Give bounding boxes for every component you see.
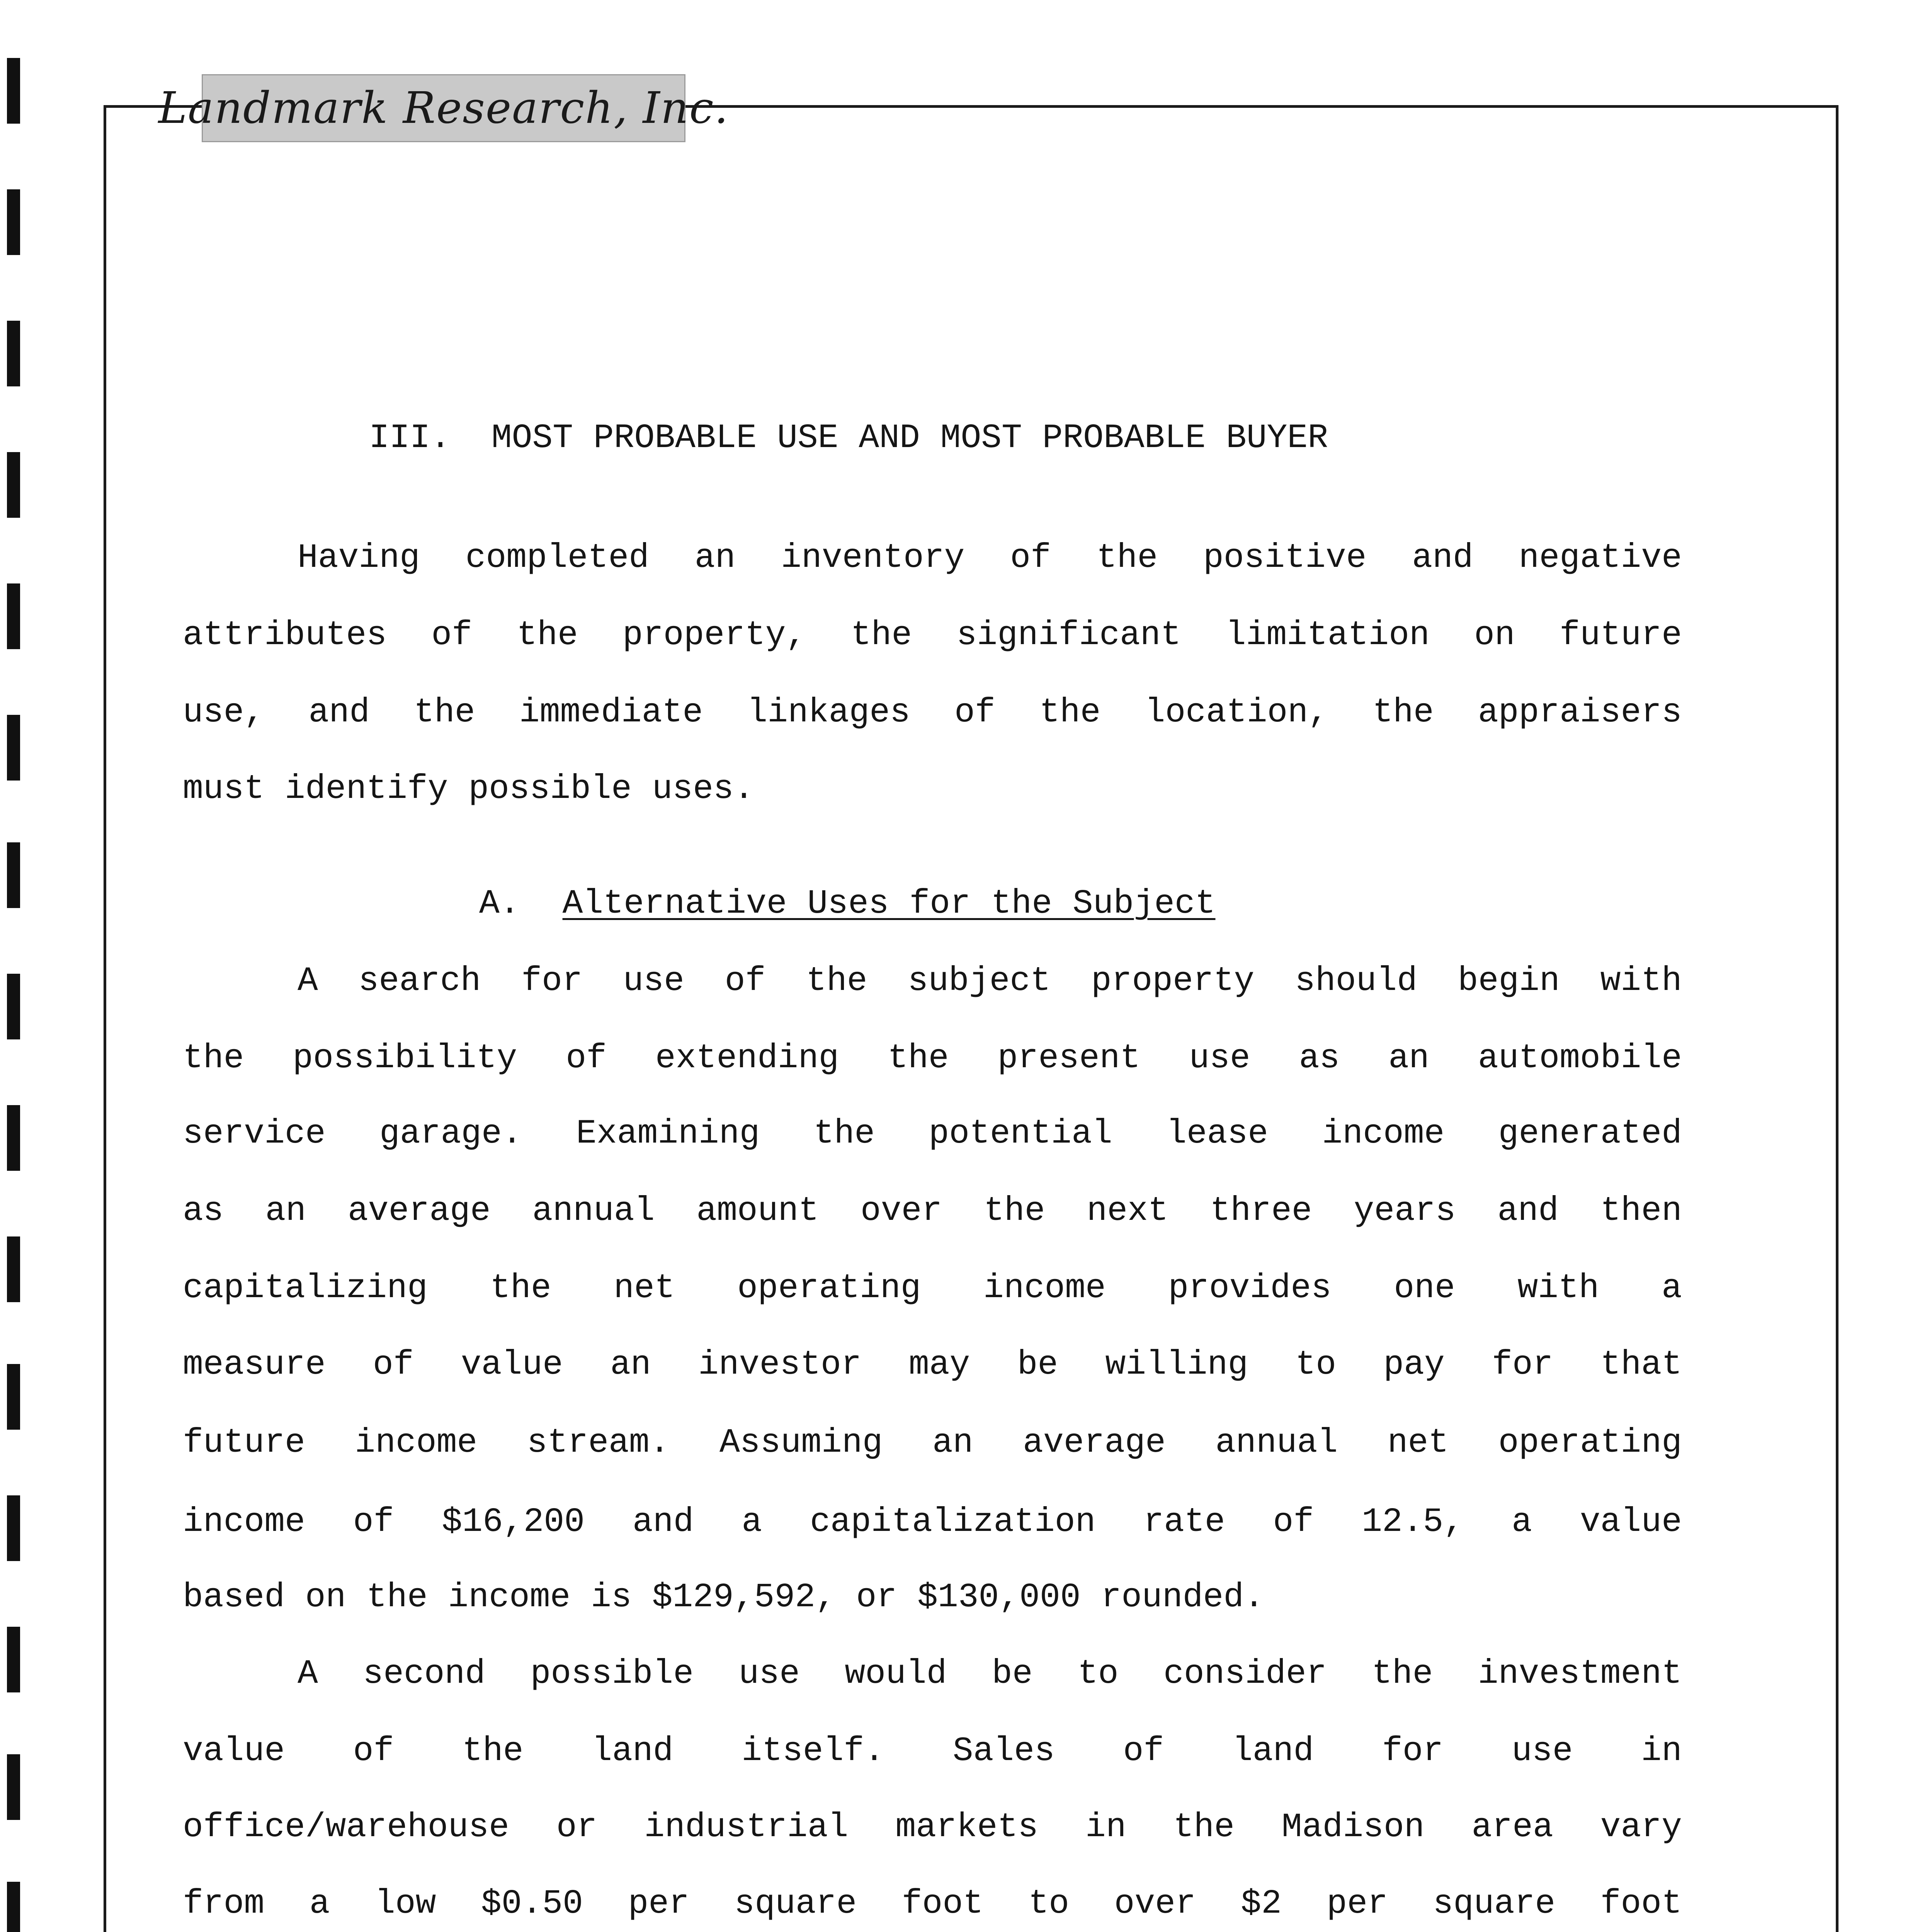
word: of [1010, 539, 1051, 577]
word: capitalizing [183, 1269, 428, 1308]
word: annual [532, 1192, 655, 1230]
word: the [1371, 1655, 1433, 1693]
word: automobile [1478, 1039, 1682, 1078]
word: the [888, 1039, 949, 1078]
word: A [298, 962, 318, 1000]
word: location, [1145, 694, 1328, 732]
word: the [850, 616, 912, 655]
word: an [610, 1346, 651, 1384]
paragraph-text: must identify possible uses. [183, 770, 754, 808]
word: be [992, 1655, 1033, 1693]
word: on [1474, 616, 1515, 655]
word: of [1273, 1503, 1314, 1541]
word: Madison [1281, 1808, 1425, 1847]
word: extending [655, 1039, 839, 1078]
word: per [1327, 1885, 1388, 1923]
word: of [724, 962, 766, 1000]
word: garage. [379, 1115, 522, 1153]
word: significant [956, 616, 1181, 655]
word: service [183, 1115, 326, 1153]
word: limitation [1225, 616, 1430, 655]
paragraph-text: based on the income is $129,592, or $130,000 rounded. [183, 1578, 1264, 1617]
word: generated [1498, 1115, 1682, 1153]
word: attributes [183, 616, 387, 655]
word: an [694, 539, 736, 577]
word: use [1512, 1732, 1573, 1770]
word: for [521, 962, 583, 1000]
word: negative [1519, 539, 1682, 577]
word: land [592, 1732, 673, 1770]
word: foot [1600, 1885, 1682, 1923]
paragraph-line [183, 1806, 1682, 1849]
word: investment [1478, 1655, 1682, 1693]
word: of [954, 694, 995, 732]
word: vary [1600, 1808, 1682, 1847]
word: markets [895, 1808, 1039, 1847]
word: use, [183, 694, 265, 732]
word: inventory [781, 539, 965, 577]
word: future [183, 1424, 305, 1462]
word: immediate [519, 694, 703, 732]
word: $16,200 [442, 1503, 585, 1541]
paragraph-line [183, 692, 1682, 734]
word: of [372, 1346, 414, 1384]
word: a [1512, 1503, 1532, 1541]
word: value [1580, 1503, 1682, 1541]
word: to [1077, 1655, 1119, 1693]
word: $0.50 [481, 1885, 583, 1923]
word: value [461, 1346, 563, 1384]
word: willing [1105, 1346, 1248, 1384]
subsection-label: A. [479, 885, 520, 923]
word: over [861, 1192, 942, 1230]
word: the [1173, 1808, 1235, 1847]
word: with [1600, 962, 1682, 1000]
word: industrial [644, 1808, 849, 1847]
word: operating [737, 1269, 921, 1308]
paragraph-line [183, 1883, 1682, 1925]
word: and [308, 694, 370, 732]
word: average [348, 1192, 491, 1230]
subsection-heading [479, 885, 1216, 923]
word: positive [1203, 539, 1367, 577]
word: lease [1166, 1115, 1269, 1153]
word: area [1471, 1808, 1553, 1847]
word: or [556, 1808, 597, 1847]
word: a [1662, 1269, 1682, 1308]
subsection-title: Alternative Uses for the Subject [562, 885, 1216, 923]
word: property, [622, 616, 806, 655]
word: income [183, 1503, 305, 1541]
word: net [614, 1269, 675, 1308]
word: property [1091, 962, 1255, 1000]
paragraph-line [183, 1577, 1682, 1619]
paragraph-line [183, 1113, 1682, 1155]
word: the [806, 962, 867, 1000]
paragraph-line [183, 1190, 1682, 1233]
word: stream. [527, 1424, 670, 1462]
word: net [1387, 1424, 1449, 1462]
word: search [358, 962, 481, 1000]
word: provides [1168, 1269, 1332, 1308]
binder-mark [7, 189, 20, 255]
word: present [997, 1039, 1141, 1078]
word: potential [929, 1115, 1112, 1153]
word: may [908, 1346, 970, 1384]
word: annual [1215, 1424, 1338, 1462]
word: of [1123, 1732, 1164, 1770]
word: as [183, 1192, 224, 1230]
word: amount [696, 1192, 819, 1230]
word: future [1560, 616, 1682, 655]
paragraph-line [298, 1653, 1682, 1696]
word: operating [1498, 1424, 1682, 1462]
word: the [183, 1039, 244, 1078]
word: of [353, 1503, 394, 1541]
word: the [517, 616, 578, 655]
paragraph-line [183, 1267, 1682, 1310]
word: the [1372, 694, 1434, 732]
word: Having [298, 539, 420, 577]
word: use [623, 962, 684, 1000]
binder-mark [7, 715, 20, 781]
word: income [983, 1269, 1106, 1308]
word: completed [465, 539, 649, 577]
word: next [1087, 1192, 1168, 1230]
binder-mark [7, 1627, 20, 1692]
word: average [1023, 1424, 1166, 1462]
paragraph-line [298, 960, 1682, 1003]
word: itself. [742, 1732, 885, 1770]
word: low [375, 1885, 436, 1923]
word: the [414, 694, 475, 732]
word: the [813, 1115, 875, 1153]
word: capitalization [810, 1503, 1096, 1541]
letterhead-logo [158, 74, 729, 142]
binder-mark [7, 1754, 20, 1820]
word: Examining [576, 1115, 760, 1153]
paragraph-line [183, 1037, 1682, 1080]
word: from [183, 1885, 265, 1923]
paragraph-line [183, 768, 1682, 811]
word: the [490, 1269, 551, 1308]
word: square [1433, 1885, 1556, 1923]
word: would [845, 1655, 947, 1693]
word: three [1210, 1192, 1312, 1230]
word: for [1382, 1732, 1444, 1770]
paragraph-line [183, 614, 1682, 657]
word: a [742, 1503, 762, 1541]
word: second [363, 1655, 486, 1693]
word: 12.5, [1362, 1503, 1464, 1541]
word: appraisers [1478, 694, 1682, 732]
word: $2 [1241, 1885, 1282, 1923]
word: then [1600, 1192, 1682, 1230]
word: with [1517, 1269, 1599, 1308]
word: the [462, 1732, 524, 1770]
word: income [355, 1424, 478, 1462]
paragraph-line [183, 1501, 1682, 1544]
word: subject [908, 962, 1051, 1000]
word: the [1039, 694, 1101, 732]
word: begin [1458, 962, 1560, 1000]
word: square [734, 1885, 857, 1923]
word: value [183, 1732, 285, 1770]
word: Sales [952, 1732, 1055, 1770]
paragraph-line [183, 1344, 1682, 1386]
binder-mark [7, 974, 20, 1039]
word: A [298, 1655, 318, 1693]
word: and [1497, 1192, 1559, 1230]
binder-mark [7, 1364, 20, 1430]
binder-mark [7, 1236, 20, 1302]
word: to [1295, 1346, 1337, 1384]
binder-mark [7, 58, 20, 124]
word: be [1017, 1346, 1058, 1384]
word: over [1114, 1885, 1196, 1923]
paragraph-line [183, 1730, 1682, 1773]
binder-mark [7, 583, 20, 649]
word: land [1232, 1732, 1314, 1770]
word: and [1412, 539, 1473, 577]
paragraph-line [183, 1422, 1682, 1464]
word: an [265, 1192, 306, 1230]
word: of [431, 616, 473, 655]
binder-mark [7, 321, 20, 386]
word: for [1492, 1346, 1553, 1384]
word: consider [1163, 1655, 1327, 1693]
word: and [632, 1503, 694, 1541]
word: an [932, 1424, 973, 1462]
word: linkages [747, 694, 910, 732]
word: in [1641, 1732, 1682, 1770]
word: pay [1383, 1346, 1445, 1384]
word: measure [183, 1346, 326, 1384]
word: to [1028, 1885, 1070, 1923]
binder-mark [7, 1495, 20, 1561]
word: should [1295, 962, 1417, 1000]
binder-mark [7, 842, 20, 908]
word: investor [698, 1346, 862, 1384]
word: possible [530, 1655, 694, 1693]
word: years [1354, 1192, 1456, 1230]
word: an [1388, 1039, 1429, 1078]
word: of [566, 1039, 607, 1078]
word: in [1085, 1808, 1126, 1847]
section-heading: III. MOST PROBABLE USE AND MOST PROBABLE BUYER [369, 419, 1328, 457]
binder-mark [7, 1105, 20, 1171]
word: foot [901, 1885, 983, 1923]
word: as [1299, 1039, 1340, 1078]
word: income [1322, 1115, 1445, 1153]
word: of [353, 1732, 394, 1770]
word: the [1096, 539, 1158, 577]
company-name: Landmark Research, Inc. [158, 83, 729, 133]
word: per [628, 1885, 689, 1923]
paragraph-line [298, 537, 1682, 580]
word: rate [1143, 1503, 1225, 1541]
binder-mark [7, 1882, 20, 1932]
word: office/warehouse [183, 1808, 509, 1847]
word: one [1394, 1269, 1455, 1308]
word: use [1189, 1039, 1250, 1078]
binder-mark [7, 452, 20, 518]
word: a [309, 1885, 330, 1923]
word: the [984, 1192, 1045, 1230]
word: Assuming [719, 1424, 883, 1462]
word: that [1600, 1346, 1682, 1384]
word: use [738, 1655, 800, 1693]
word: possibility [293, 1039, 517, 1078]
